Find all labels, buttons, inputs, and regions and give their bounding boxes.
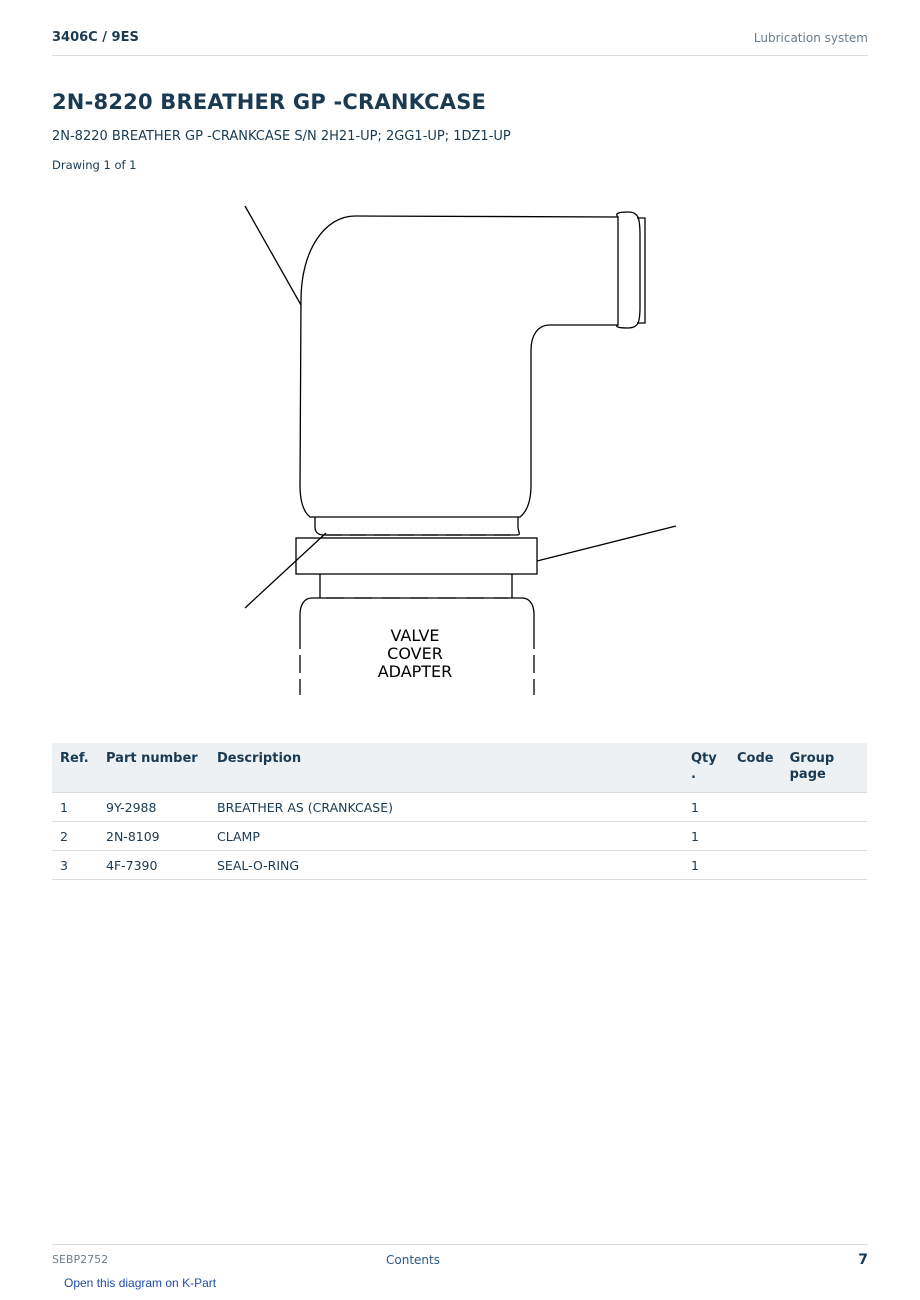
outlet-ring	[617, 212, 640, 328]
cell-description: SEAL-O-RING	[209, 851, 683, 880]
cell-part-number: 4F-7390	[98, 851, 209, 880]
cell-code	[729, 822, 782, 851]
col-header-part-number: Part number	[98, 743, 209, 793]
parts-table	[52, 743, 867, 880]
col-header-description: Description	[209, 743, 683, 793]
leader-line-3	[245, 533, 326, 608]
table-row	[52, 793, 867, 822]
cell-group-page	[782, 851, 867, 880]
footer-divider	[52, 1244, 868, 1245]
table-row	[52, 822, 867, 851]
table-row	[52, 851, 867, 880]
breather-diagram	[200, 195, 720, 705]
cell-group-page	[782, 793, 867, 822]
kpart-link[interactable]: Open this diagram on K-Part	[64, 1276, 217, 1290]
cell-qty: 1	[683, 793, 729, 822]
cell-group-page	[782, 822, 867, 851]
leader-line-1	[245, 206, 301, 305]
header-model: 3406C / 9ES	[52, 30, 139, 45]
adapter-label-line-2: COVER	[387, 644, 443, 663]
cell-qty: 1	[683, 851, 729, 880]
leader-line-2	[537, 526, 676, 561]
page-subtitle: 2N-8220 BREATHER GP -CRANKCASE S/N 2H21-UP; 2GG1-UP; 1DZ1-UP	[52, 129, 511, 144]
col-header-ref: Ref.	[52, 743, 98, 793]
footer-doc-id: SEBP2752	[52, 1253, 109, 1266]
breather-body-outline	[300, 216, 618, 517]
neck-outline	[315, 517, 519, 535]
col-header-qty: Qty .	[683, 743, 729, 793]
cell-ref: 2	[52, 822, 98, 851]
col-header-group-page: Group page	[782, 743, 867, 793]
drawing-count: Drawing 1 of 1	[52, 158, 137, 172]
header-section: Lubrication system	[753, 31, 868, 45]
header-divider	[52, 55, 868, 56]
col-header-code: Code	[729, 743, 782, 793]
page-title: 2N-8220 BREATHER GP -CRANKCASE	[52, 90, 487, 114]
adapter-label-line-1: VALVE	[390, 626, 440, 645]
cell-qty: 1	[683, 822, 729, 851]
cell-code	[729, 793, 782, 822]
sleeve-outline	[320, 574, 512, 598]
cell-part-number: 9Y-2988	[98, 793, 209, 822]
table-header-row	[52, 743, 867, 793]
contents-link[interactable]: Contents	[386, 1253, 440, 1267]
adapter-label-line-3: ADAPTER	[377, 662, 453, 681]
cell-code	[729, 851, 782, 880]
cell-ref: 3	[52, 851, 98, 880]
cell-ref: 1	[52, 793, 98, 822]
page-number: 7	[858, 1252, 868, 1268]
cell-description: CLAMP	[209, 822, 683, 851]
clamp-band	[296, 538, 537, 574]
outlet-lip	[637, 218, 645, 323]
cell-part-number: 2N-8109	[98, 822, 209, 851]
cell-description: BREATHER AS (CRANKCASE)	[209, 793, 683, 822]
